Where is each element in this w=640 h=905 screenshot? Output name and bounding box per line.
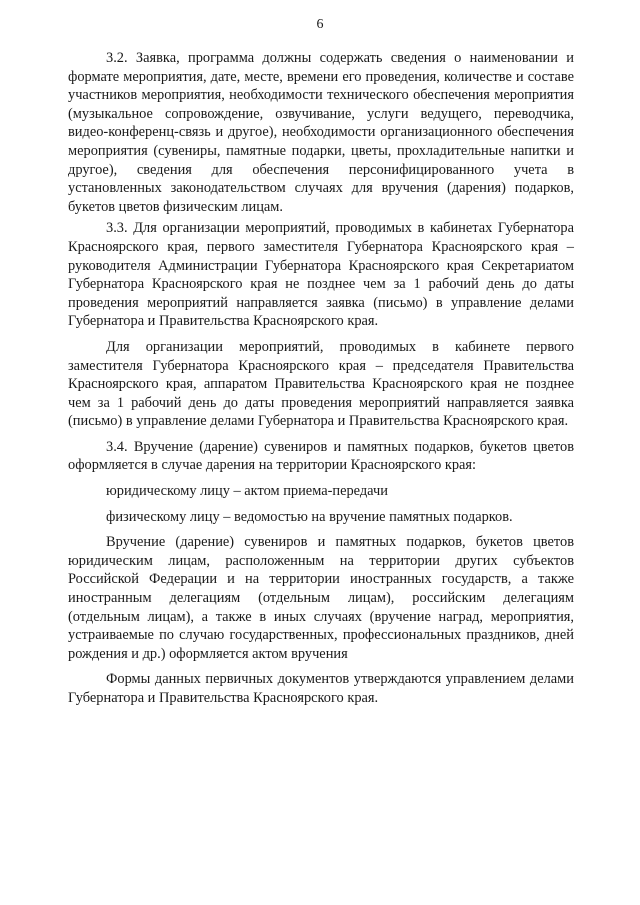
paragraph-3-2: 3.2. Заявка, программа должны содержать сведения о наименовании и формате мероприятия, дате, месте, времени его проведения, количестве и составе участников мероприятия, необходимости технического обеспечения мероприятия (музыкальное сопровождение, озвучивание, услуги ведущего, переводчика, видео-конференц-связь и другое), необходимости организационного обеспечения мероприятия (сувениры, памятные подарки, цветы, прохладительные напитки и другое), сведения для обеспечения персонифицированного учета в установленных законодательством случаях для вручения (дарения) подарков, букетов цветов физическим лицам.: [68, 50, 574, 215]
paragraph-3-4: 3.4. Вручение (дарение) сувениров и памятных подарков, букетов цветов оформляется в случае дарения на территории Красноярского края:: [68, 438, 574, 474]
page-number: 6: [316, 17, 324, 32]
paragraph-3-3: 3.3. Для организации мероприятий, проводимых в кабинетах Губернатора Красноярского края, первого заместителя Губернатора Красноярского края – руководителя Администрации Губернатора Красноярского края Секретариатом Губернатора Красноярского края не позднее чем за 1 рабочий день до даты проведения мероприятий направляется заявка (письмо) в управление делами Губернатора и Правительства Красноярского края.: [68, 220, 574, 330]
paragraph-document-forms: Формы данных первичных документов утверждаются управлением делами Губернатора и Правительства Красноярского края.: [68, 671, 574, 706]
paragraph-other-cases: Вручение (дарение) сувениров и памятных подарков, букетов цветов юридическим лицам, расположенным на территории других субъектов Российской Федерации и на территории иностранных государств, а также иностранным делегациям (отдельным лицам), российским делегациям (отдельным лицам), а также в иных случаях (вручение наград, мероприятия, устраиваемые по случаю государственных, профессиональных праздников, дней рождения и др.) оформляется актом вручения: [68, 534, 574, 662]
list-item-legal-entity: юридическому лицу – актом приема-передачи: [106, 483, 388, 500]
paragraph-3-3-cabinet-first-deputy: Для организации мероприятий, проводимых в кабинете первого заместителя Губернатора Красноярского края – председателя Правительства Красноярского края, аппаратом Правительства Красноярского края не позднее чем за 1 рабочий день до даты проведения мероприятий направляется заявка (письмо) в управление делами Губернатора и Правительства Красноярского края.: [68, 338, 574, 430]
list-item-individual: физическому лицу – ведомостью на вручение памятных подарков.: [106, 508, 513, 525]
document-body: [68, 49, 574, 708]
